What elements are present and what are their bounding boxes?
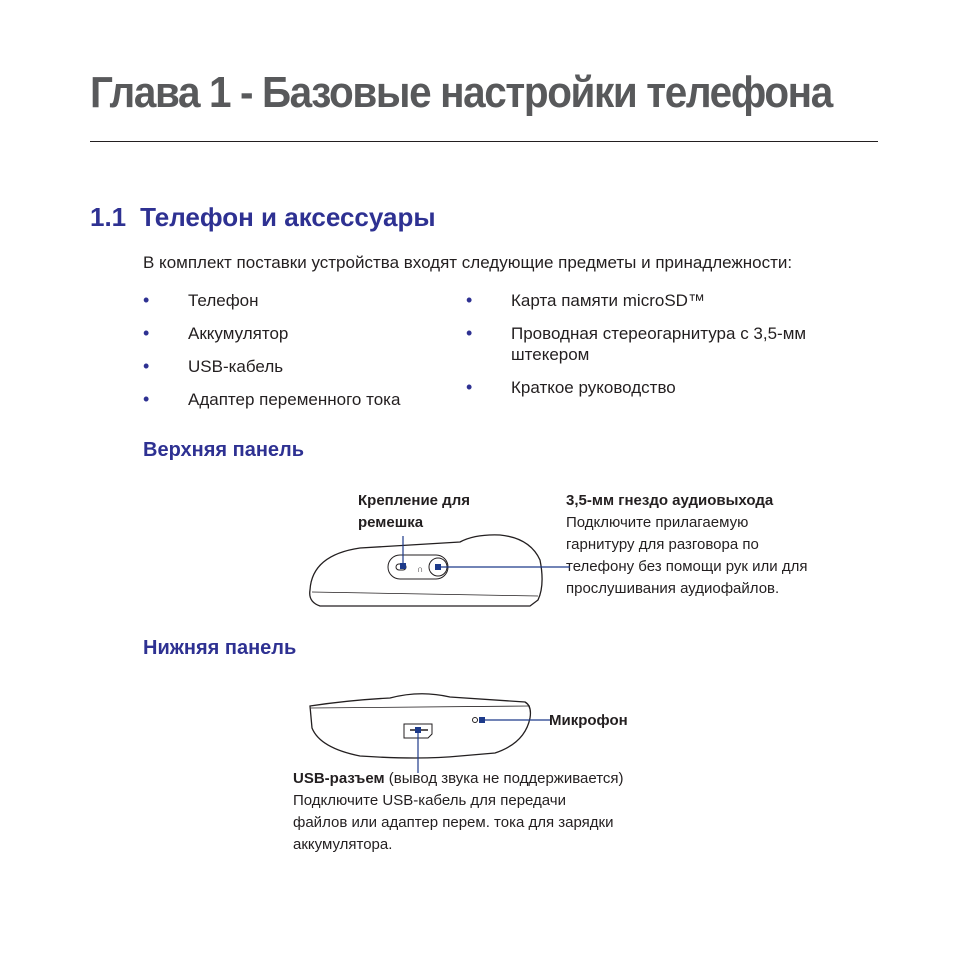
intro-text: В комплект поставки устройства входят следующие предметы и принадлежности: (143, 253, 793, 272)
usb-caption: USB-разъем (вывод звука не поддерживается) Подключите USB-кабель для передачи файлов или адаптер перем. тока для зарядки аккумулятора. (293, 770, 624, 853)
bottom-panel-heading: Нижняя панель (143, 637, 297, 659)
chapter-title: Глава 1 - Базовые настройки телефона (90, 68, 832, 117)
accessory-list-right (466, 290, 886, 410)
list-item: • Краткое руководство (466, 377, 886, 398)
section-number: 1.1 (90, 202, 127, 232)
list-item: • Адаптер переменного тока (143, 389, 473, 410)
list-item: • USB-кабель (143, 356, 473, 377)
top-panel-heading: Верхняя панель (143, 439, 305, 461)
list-item: • Телефон (143, 290, 473, 311)
phone-bottom-illustration (300, 688, 550, 773)
list-item: • Проводная стереогарнитура с 3,5-мм штекером (466, 323, 871, 365)
audio-jack-caption: 3,5-мм гнездо аудиовыхода Подключите прилагаемую гарнитуру для разговора по телефону без помощи рук или для прослушивания аудиофайлов. (566, 492, 808, 597)
strap-label: Крепление для ремешка (358, 492, 470, 531)
phone-top-illustration (300, 530, 570, 615)
section-heading (90, 202, 436, 233)
microphone-label: Микрофон (549, 712, 628, 729)
list-item: • Карта памяти microSD™ (466, 290, 886, 311)
section-title: Телефон и аксессуары (140, 202, 436, 232)
accessory-list-left (143, 290, 473, 422)
list-item: • Аккумулятор (143, 323, 473, 344)
svg-text:∩: ∩ (417, 564, 424, 574)
title-divider (90, 141, 878, 142)
